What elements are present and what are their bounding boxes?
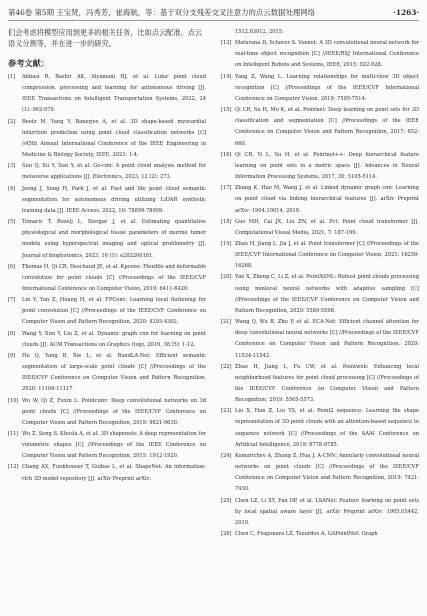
- reference-text: Wang Y, Sun Y, Liu Z, et al. Dynamic graph cnn for learning on point clouds [J]. ACM Transactions on Graphics (tog), 2019, 38 (5): 1-12.: [22, 330, 206, 348]
- reference-entry: [8, 72, 206, 117]
- reference-entry: [221, 362, 419, 407]
- reference-entry: [221, 317, 419, 362]
- reference-number: [7]: [8, 297, 16, 304]
- reference-text: Yan X, Zheng C, Li Z, et al. PointASNL: Robust point clouds processing using nonlocal neural networks with adaptive sampling [C] //Proceedings of the IEEE/CVF Conference on Computer Vision and Pattern Recognition, 2020: 5589-5598.: [235, 274, 419, 314]
- reference-entry: [221, 72, 419, 105]
- reference-number: [12]: [8, 464, 19, 471]
- reference-text: Zhang K, Hao M, Wang J, et al. Linked dynamic graph cnn: Learning on point cloud via linking hierarchical features [J]. arXiv Preprint arXiv: 1904.10014, 2019.: [235, 185, 419, 214]
- reference-text: Guo MH, Cai JX, Liu ZN, et al. Pct: Point cloud transformer [J]. Computational Visual Media, 2021, 7: 187-199.: [235, 218, 419, 236]
- reference-number: [20]: [221, 274, 232, 281]
- reference-number: [18]: [221, 218, 232, 225]
- reference-number: [13]: [221, 40, 232, 47]
- reference-text: Hu Q, Yang B, Xie L, et al. RandLA-Net: Efficient semantic segmentation of large-scale point clouds [C] //Proceedings of the IEEE/CVF Conference on Computer Vision and Pattern Recognition, 2020: 11108-11117.: [22, 352, 206, 393]
- reference-text: 1512.03012, 2015.: [235, 29, 284, 35]
- right-column: [221, 27, 419, 616]
- reference-entry: [221, 496, 419, 529]
- reference-entry: [221, 217, 419, 239]
- reference-entry: [221, 451, 419, 496]
- reference-number: [8]: [8, 330, 16, 337]
- reference-text: Komarichev A, Zhong Z, Hua J. A-CNN: Annularly convolutional neural networks on point clouds [C] //Proceedings of the IEEE/CVF Conference on Computer Vision and Pattern Recognition, 2019: 7421-7430.: [235, 452, 419, 493]
- reference-entry: [221, 38, 419, 71]
- reference-number: [14]: [221, 73, 232, 80]
- page-number: ·1263·: [393, 8, 419, 17]
- reference-entry: [221, 183, 419, 216]
- reference-text: Qi CR, Su H, Mo K, et al. Pointnet: Deep learning on point sets for 3D classification and segmentation [C] //Proceedings of the IEEE Conference on Computer Vision and Pattern Recognition, 2017: 652-660.: [235, 107, 419, 147]
- reference-number: [22]: [221, 363, 232, 370]
- reference-number: [24]: [221, 452, 232, 459]
- reference-number: [6]: [8, 263, 16, 270]
- reference-text: Beetz M, Yang Y, Banerjee A, et al. 3D shape-based myocardial infarction prediction using point cloud classification networks [C] //45th Annual International Conference of the IEEE Engineering in Medicine & Biology Society, IEEE, 2023: 1-4.: [22, 118, 206, 159]
- reference-entry: [221, 27, 419, 38]
- reference-entry: [221, 406, 419, 451]
- running-header: [8, 6, 419, 21]
- reference-number: [11]: [8, 431, 19, 437]
- reference-text: Chang AX, Funkhouser T, Guibas L, et al. ShapeNet: An information-rich 3D model repository [J]. arXiv Preprint arXiv:: [22, 464, 206, 482]
- reference-text: Liu X, Han Z, Liu YS, et al. Point2 sequence: Learning the shape representation of 3D point clouds with an attention-based sequence to sequence network [C] //Proceedings of the AAAI Conference on Artificial Intelligence, 2019: 8778-8785.: [235, 408, 419, 448]
- reference-number: [17]: [221, 185, 232, 192]
- reference-number: [221, 27, 235, 38]
- reference-entry: [8, 462, 206, 484]
- reference-text: Chen LZ, Li XY, Fan DP, et al. LSANet: Feature learning on point sets by local spatial aware layer [J]. arXiv Preprint arXiv: 1905.05442, 2019.: [235, 497, 419, 526]
- reference-number: [15]: [221, 107, 232, 114]
- reference-number: [4]: [8, 185, 16, 192]
- reference-number: [10]: [8, 397, 19, 404]
- reference-entry: [8, 295, 206, 328]
- reference-text: Zhao H, Jiang L, Jia J, et al. Point transformer [C] //Proceedings of the IEEE/CVF International Conference on Computer Vision, 2021: 16259-16268.: [235, 240, 419, 270]
- reference-entry: [8, 351, 206, 396]
- reference-entry: [221, 105, 419, 150]
- reference-text: Wu W, Qi Z, Fuxin L. Pointconv: Deep convolutional networks on 3d point clouds [C] //Proceedings of the IEEE/CVF Conference on Computer Vision and Pattern Recognition, 2019: 9621-9630.: [22, 397, 206, 426]
- reference-entry: [8, 396, 206, 429]
- reference-entry: [221, 150, 419, 183]
- reference-number: [19]: [221, 240, 232, 247]
- reference-number: [23]: [221, 408, 232, 415]
- reference-entry: [221, 529, 419, 540]
- reference-text: Jeong J, Song H, Park J, et al. Fast and lite point cloud semantic segmentation for autonomous driving utilizing LiDAR synthetic training data [J]. IEEE Access, 2022, 10: 78899-78909.: [22, 185, 206, 214]
- reference-entry: [221, 239, 419, 272]
- reference-entry: [8, 217, 206, 262]
- header-journal-info: 第46卷 第5期 王宝贤，冯秀芳，崔海航，等：基于双分支残差交叉注意力的点云数据处理网络: [8, 8, 316, 17]
- reference-entry: [8, 117, 206, 162]
- reference-number: [16]: [221, 151, 232, 158]
- reference-entry: [221, 272, 419, 317]
- left-column: [8, 27, 206, 616]
- reference-text: Thomas H, Qi CR, Deschaud JE, et al. Kpconv: Flexible and deformable convolution for point clouds [C] //Proceedings of the IEEE/CVF International Conference on Computer Vision, 2019: 6411-6420.: [22, 263, 206, 292]
- reference-text: Lin Y, Yan Z, Huang H, et al. FPConv: Learning local flattening for point convolution [C] //Proceedings of the IEEE/CVF Conference on Computer Vision and Pattern Recognition, 2020: 4293-4302.: [22, 297, 206, 326]
- reference-text: Abbasi R, Bashir AK, Alyamani HJ, et al. Lidar point cloud compression, processing and learning for autonomous driving [J]. IEEE Transactions on Intelligent Transportation Systems, 2022, 24 (1): 962-979.: [22, 74, 206, 114]
- reference-text: Zhao H, Jiang L, Fu CW, et al. Pointweb: Enhancing local neighborhood features for point cloud processing [C] //Proceedings of the IEEE/CVF Conference on Computer Vision and Pattern Recognition, 2019: 5565-5573.: [235, 363, 419, 404]
- reference-entry: [8, 184, 206, 217]
- reference-text: Sun Q, Xu Y, Sun Y, et al. Go-cnn: A point cloud analysis method for metaverse applications [J]. Electronics, 2023, 12 (2): 273.: [22, 163, 206, 181]
- reference-number: [25]: [221, 497, 232, 504]
- reference-number: [2]: [8, 118, 16, 125]
- reference-number: [21]: [221, 319, 232, 326]
- reference-text: Qi CR, Yi L, Su H, et al. Pointnet++: Deep hierarchical feature learning on point sets in a metric space [J]. Advances in Neural Information Processing Systems, 2017, 30: 5105-5114.: [235, 151, 419, 181]
- reference-number: [26]: [221, 531, 232, 538]
- references-heading: 参考文献：: [8, 58, 49, 68]
- reference-text: Wu Z, Song S, Khosla A, et al. 3D shapenets: A deep representation for volumetric shapes [C] //Proceedings of the IEEE Conference on Computer Vision and Pattern Recognition, 2015: 1912-1920.: [22, 431, 206, 460]
- reference-text: Wang Q, Wu B, Zhu P, et al. ECA-Net: Efficient channel attention for deep convolutional neural networks [C] //Proceedings of the IEEE/CVF Conference on Computer Vision and Pattern Recognition, 2020: 11534-11542.: [235, 319, 419, 359]
- left-reference-list: [8, 72, 206, 485]
- intro-paragraph: 们会考虑将模型应用到更多的相关任务，比如点云配准、点云语义分割等，并在进一步的研究。: [8, 28, 203, 48]
- reference-text: Tomaric T, Rozelj L, Stergar J, et al. Estimating quantitative physiological and morphological tissue parameters of murine tumor models using hyperspectral imaging and optical profilometry [J]. Journal of biophotonics, 2023, 16 (1): e202200181.: [22, 219, 206, 259]
- reference-number: [1]: [8, 74, 16, 80]
- reference-text: Chen C, Fragonara LZ, Tsourdos A. GAPointNet: Graph: [235, 531, 378, 538]
- reference-number: [9]: [8, 352, 16, 359]
- reference-entry: [8, 329, 206, 351]
- reference-entry: [8, 262, 206, 295]
- reference-text: Yang Z, Wang L. Learning relationships for multi-view 3D object recognition [C] //Proceedings of the IEEE/CVF International Conference on Computer Vision, 2019: 7505-7514.: [235, 73, 419, 102]
- reference-entry: [8, 429, 206, 462]
- reference-text: Maturana D, Scherer S. Voxnet: A 3D convolutional neural network for real-time object recognition [C] //IEEE/RSJ International Conference on Intelligent Robots and Systems, IEEE, 2015: 922-928.: [235, 40, 419, 69]
- reference-entry: [8, 161, 206, 183]
- reference-number: [3]: [8, 163, 16, 170]
- reference-number: [5]: [8, 219, 16, 226]
- right-reference-list: [221, 27, 419, 540]
